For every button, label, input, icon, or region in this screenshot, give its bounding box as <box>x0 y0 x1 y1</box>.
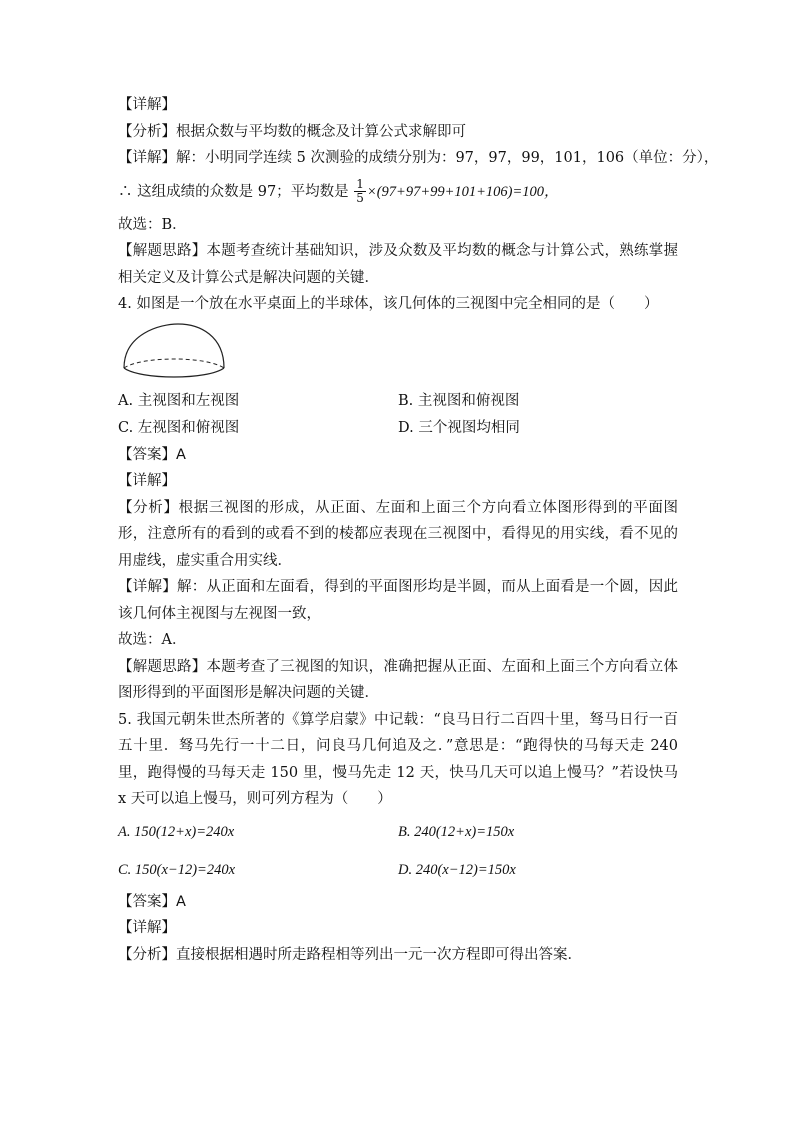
fraction-denominator: 5 <box>356 191 364 205</box>
solution-idea-tag: 【解题思路】 <box>118 658 207 675</box>
option-c[interactable]: C. 150(x−12)=240x <box>118 861 236 878</box>
choice-line: 故选：A． <box>118 632 187 648</box>
question-4-options-row-1 <box>118 388 678 415</box>
detail-text: 解：从正面和左面看，得到的平面图形均是半圆，而从上面看是一个圆，因此该几何体主视图与左视图一致， <box>118 579 679 622</box>
document-page <box>118 92 719 968</box>
choice-line: 故选：B． <box>118 216 187 233</box>
solution-idea-text: 本题考查了三视图的知识，准确把握从正面、左面和上面三个方向看立体图形得到的平面图形是解决问题的关键． <box>118 658 679 701</box>
analysis-text: 根据三视图的形成，从正面、左面和上面三个方向看立体图形得到的平面图形，注意所有的看到的或看不到的棱都应表现在三视图中，看得见的用实线，看不见的用虚线，虚实重合用实线． <box>118 499 679 569</box>
analysis-paragraph <box>118 495 678 575</box>
option-d[interactable]: D. 240(x−12)=150x <box>398 861 516 878</box>
hemisphere-icon <box>120 322 230 384</box>
analysis-line <box>118 942 678 969</box>
solution-idea-text: 本题考查统计基础知识，涉及众数及平均数的概念与计算公式，熟练掌握相关定义及计算公式是解决问题的关键． <box>118 243 679 286</box>
analysis-tag: 【分析】 <box>118 946 176 963</box>
solution-idea <box>118 238 678 291</box>
answer-line: 【答案】A <box>118 893 186 910</box>
option-a[interactable]: A. 150(12+x)=240x <box>118 823 235 840</box>
fraction-numerator: 1 <box>356 177 364 191</box>
detail-paragraph <box>118 574 678 627</box>
detail-text: 解：小明同学连续 5 次测验的成绩分别为：97，97，99，101，106（单位：分）， <box>176 150 719 166</box>
section-tag-detail: 【详解】 <box>118 97 176 113</box>
detail-tag: 【详解】 <box>118 150 176 166</box>
answer-line: 【答案】A <box>118 446 186 463</box>
analysis-text: 直接根据相遇时所走路程相等列出一元一次方程即可得出答案． <box>176 946 582 963</box>
analysis-tag: 【分析】 <box>118 123 176 140</box>
option-a[interactable]: A. 主视图和左视图 <box>118 392 240 409</box>
analysis-tag: 【分析】 <box>118 499 179 516</box>
question-5-options-row-2 <box>118 851 678 889</box>
question-5-stem: 5. 我国元朝朱世杰所著的《算学启蒙》中记载：“良马日行二百四十里，驽马日行一百五十里．驽马先行一十二日，问良马几何追及之．”意思是：“跑得快的马每天走 240 里，跑得慢的马每天走 150 里，慢马先走 12 天，快马几天可以追上慢马？”若设快马 x 天可以追上慢马，则可列方程为（ ） <box>118 711 678 807</box>
calculation-suffix: ×(97+97+99+101+106)=100， <box>366 183 559 200</box>
calculation-line <box>118 172 678 212</box>
solution-idea <box>118 654 678 707</box>
solution-idea-tag: 【解题思路】 <box>118 243 207 259</box>
analysis-text: 根据众数与平均数的概念及计算公式求解即可 <box>176 123 466 140</box>
section-tag-detail: 【详解】 <box>118 473 176 489</box>
option-b[interactable]: B. 240(12+x)=150x <box>398 823 515 840</box>
detail-line <box>118 145 719 172</box>
fraction <box>354 178 366 205</box>
section-tag-detail: 【详解】 <box>118 920 176 936</box>
question-4-options-row-2 <box>118 415 678 442</box>
hemisphere-figure <box>120 322 678 384</box>
analysis-line <box>118 119 678 146</box>
question-4-stem: 4. 如图是一个放在水平桌面上的半球体，该几何体的三视图中完全相同的是（ ） <box>118 296 659 312</box>
option-b[interactable]: B. 主视图和俯视图 <box>398 392 520 409</box>
question-5-options-row-1 <box>118 813 678 851</box>
detail-tag: 【详解】 <box>118 579 177 595</box>
option-d[interactable]: D. 三个视图均相同 <box>398 419 520 436</box>
calculation-prefix: ∴ 这组成绩的众数是 97；平均数是 <box>118 183 354 200</box>
option-c[interactable]: C. 左视图和俯视图 <box>118 419 240 436</box>
